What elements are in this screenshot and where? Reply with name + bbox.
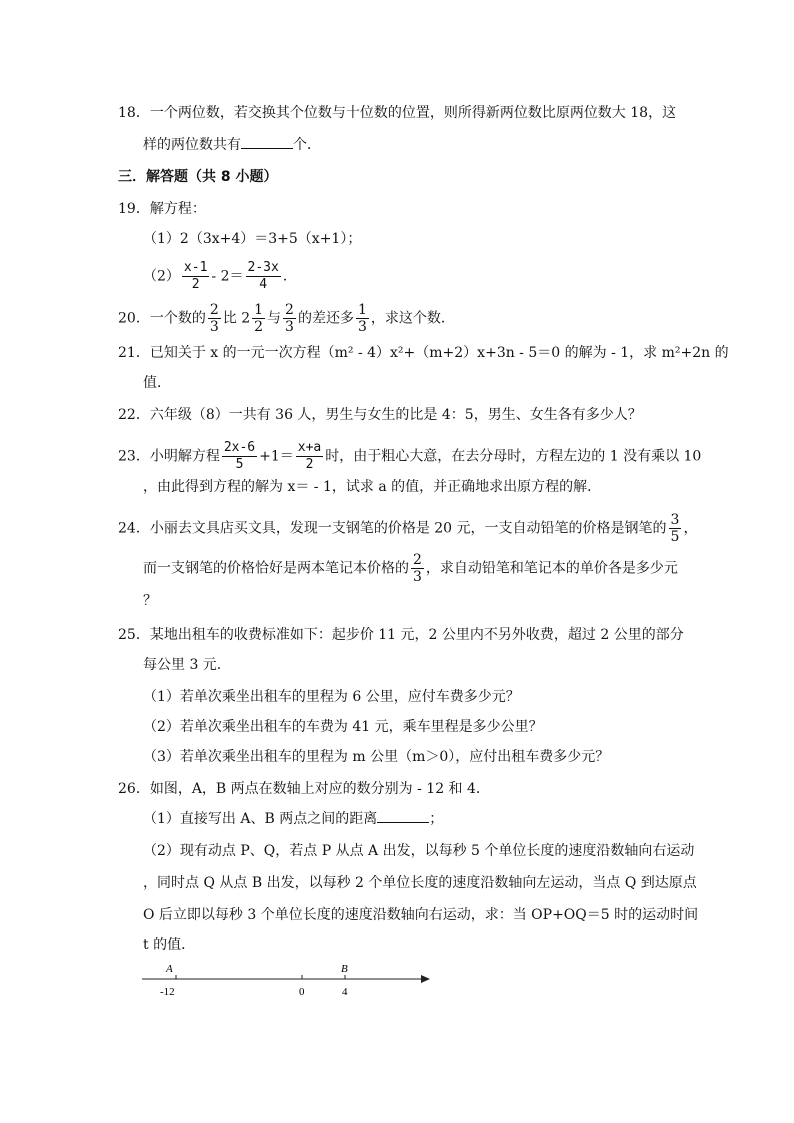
fraction	[246, 260, 281, 293]
q19-p2-end: ．	[282, 268, 297, 285]
tick-a-value: -12	[160, 986, 175, 998]
q19-p2-mid: - 2＝	[211, 268, 244, 285]
question-26-part2-line3: O 后立即以每秒 3 个单位长度的速度沿数轴向右运动，求：当 OP+OQ＝5 时的运动时间	[143, 907, 699, 923]
question-26-part2-line2: ，同时点 Q 从点 B 出发，以每秒 2 个单位长度的速度沿数轴向左运动，当点 Q 到达原点	[143, 875, 697, 891]
fraction-denominator: 5	[670, 529, 680, 545]
fraction-numerator: x+a	[297, 440, 322, 455]
question-18-line1: 18．一个两位数，若交换其个位数与十位数的位置，则所得新两位数比原两位数大 18，这	[118, 105, 677, 121]
question-25-part2: （2）若单次乘坐出租车的车费为 41 元，乘车里程是多少公里？	[143, 719, 543, 735]
question-19-part1: （1）2（3x+4）＝3+5（x+1）；	[143, 231, 362, 247]
question-26-part1	[143, 808, 443, 830]
fraction-numerator: 3	[670, 512, 680, 528]
q20-text: 的差还多	[297, 310, 354, 327]
fraction	[411, 552, 424, 585]
question-25-part3: （3）若单次乘坐出租车的里程为 m 公里（m＞0），应付出租车费多少元？	[143, 749, 610, 765]
question-24-line1	[118, 512, 697, 545]
fraction-denominator: 3	[285, 319, 294, 335]
point-b-label: B	[341, 963, 348, 975]
q24-text: ，求自动铅笔和笔记本的单价各是多少元	[425, 560, 678, 577]
fraction	[208, 302, 221, 335]
q20-text: 比 2	[222, 310, 251, 327]
question-19-title: 19．解方程：	[118, 201, 206, 217]
question-21-line1: 21．已知关于 x 的一元一次方程（m² - 4）x²+（m+2）x+3n - 5＝0 的解为 - 1，求 m²+2n 的	[118, 345, 729, 361]
fraction-denominator: 2	[254, 319, 264, 335]
q19-p2-prefix: （2）	[143, 268, 180, 285]
question-25-line1: 25．某地出租车的收费标准如下：起步价 11 元，2 公里内不另外收费，超过 2 公里的部分	[118, 627, 684, 643]
question-21-line2: 值．	[143, 375, 171, 391]
answer-blank-26	[377, 808, 429, 823]
number-line-arrow	[421, 975, 430, 983]
fraction-numerator: x-1	[183, 260, 208, 275]
question-22: 22．六年级（8）一共有 36 人，男生与女生的比是 4：5，男生、女生各有多少人？	[118, 407, 642, 423]
question-24-line3: ？	[143, 593, 157, 609]
q20-text: 与	[267, 310, 282, 327]
q23-text: 23．小明解方程	[118, 448, 220, 465]
fraction	[222, 440, 257, 473]
question-18-text-b: 个．	[293, 137, 321, 153]
fraction-numerator: 2	[209, 302, 219, 318]
question-25-line2: 每公里 3 元．	[143, 657, 231, 673]
number-line-figure	[140, 962, 440, 1002]
fraction-denominator: 3	[413, 569, 422, 585]
question-23-line2: ，由此得到方程的解为 x＝ - 1，试求 a 的值，并正确地求出原方程的解．	[143, 479, 602, 495]
fraction-denominator: 3	[209, 319, 219, 335]
fraction-denominator: 3	[357, 319, 367, 335]
question-18-text-a: 样的两位数共有	[143, 137, 241, 153]
fraction-numerator: 1	[357, 302, 367, 318]
question-18-line2	[143, 134, 321, 156]
question-26-part2-line1: （2）现有动点 P、Q，若点 P 从点 A 出发，以每秒 5 个单位长度的速度沿数轴向右运动	[143, 843, 695, 859]
fraction	[252, 302, 265, 335]
tick-zero-value: 0	[299, 986, 305, 998]
question-26-line1: 26．如图，A，B 两点在数轴上对应的数分别为 - 12 和 4．	[118, 781, 490, 797]
question-23-line1	[118, 440, 701, 473]
q23-text: 时，由于粗心大意，在去分母时，方程左边的 1 没有乘以 10	[325, 448, 702, 465]
q20-text: ，求这个数．	[370, 310, 455, 327]
question-25-part1: （1）若单次乘坐出租车的里程为 6 公里，应付车费多少元？	[143, 689, 520, 705]
q26-text: （1）直接写出 A、B 两点之间的距离	[143, 811, 378, 827]
fraction-numerator: 2	[285, 302, 294, 318]
q26-text: ；	[429, 811, 444, 827]
question-24-line2	[143, 552, 678, 585]
question-19-part2	[143, 260, 297, 293]
fraction	[296, 440, 323, 473]
fraction	[182, 260, 209, 293]
fraction-denominator: 5	[235, 457, 244, 472]
section-3-heading: 三．解答题（共 8 小题）	[118, 169, 278, 185]
question-20	[118, 302, 455, 335]
fraction-denominator: 2	[305, 457, 314, 472]
fraction-numerator: 2x-6	[223, 440, 256, 455]
fraction-numerator: 1	[254, 302, 264, 318]
q23-text: +1＝	[259, 448, 294, 465]
q24-text: ，	[683, 520, 698, 537]
point-a-label: A	[166, 963, 173, 975]
fraction	[669, 512, 682, 545]
fraction-numerator: 2-3x	[247, 260, 279, 275]
q24-text: 24．小丽去文具店买文具，发现一支钢笔的价格是 20 元，一支自动铅笔的价格是钢笔的	[118, 520, 667, 537]
q24-text: 而一支钢笔的价格恰好是两本笔记本价格的	[143, 560, 409, 577]
answer-blank-18	[241, 134, 293, 149]
fraction-denominator: 2	[191, 277, 200, 292]
fraction	[356, 302, 369, 335]
tick-b-value: 4	[342, 986, 348, 998]
question-26-part2-line4: t 的值．	[143, 937, 196, 953]
q20-text: 20．一个数的	[118, 310, 206, 327]
fraction-numerator: 2	[413, 552, 422, 568]
fraction	[283, 302, 296, 335]
fraction-denominator: 4	[259, 277, 268, 292]
